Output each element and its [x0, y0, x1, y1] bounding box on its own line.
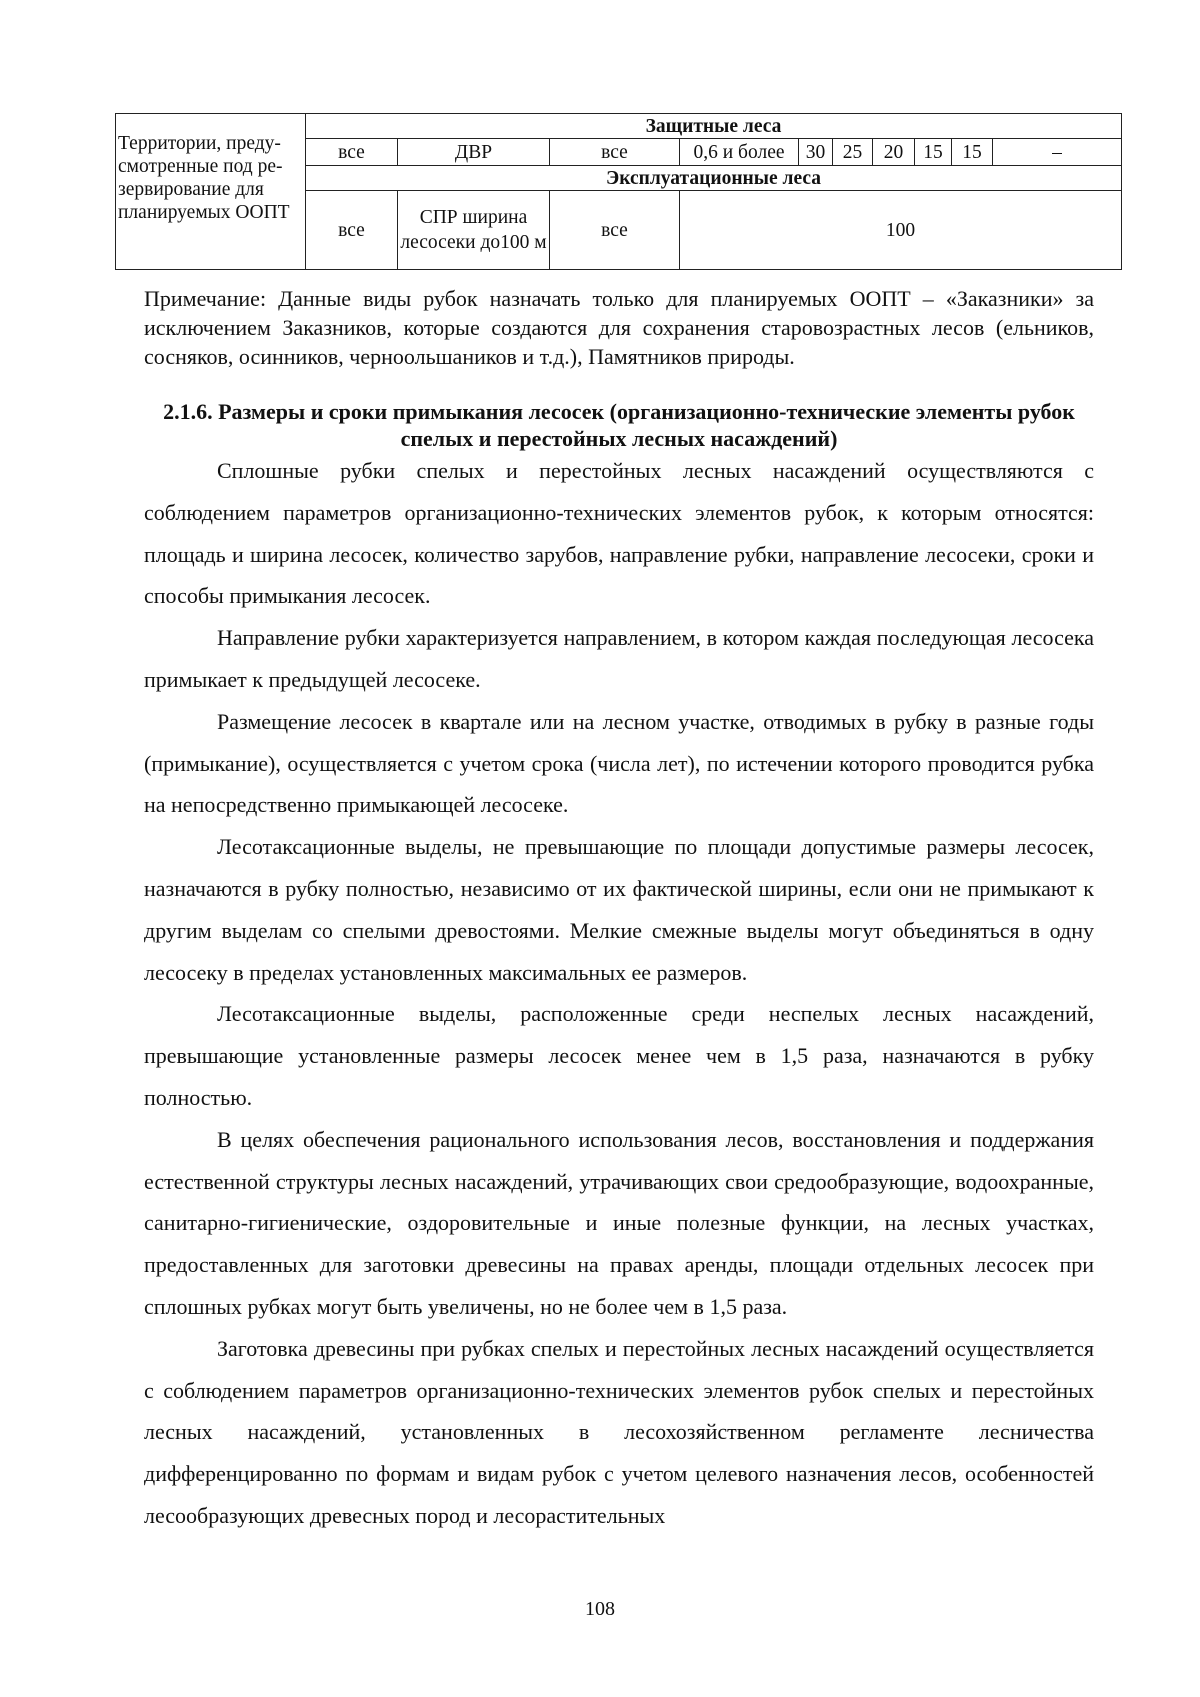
cell-exploitation-4: 100	[680, 191, 1122, 270]
page-number: 108	[585, 1598, 615, 1620]
cell-protective-5: 30	[799, 139, 833, 166]
cell-protective-4: 0,6 и более	[680, 139, 799, 166]
cell-protective-1: все	[306, 139, 398, 166]
cell-exploitation-3: все	[550, 191, 680, 270]
paragraph: Лесотаксационные выделы, расположенные среди неспелых лесных насаждений, превышающие установленные размеры лесосек менее чем в 1,5 раза, назначаются в рубку полностью.	[144, 1001, 1094, 1110]
regulation-table	[115, 113, 1122, 270]
section-protective-forests: Защитные леса	[306, 114, 1122, 139]
cell-protective-3: все	[550, 139, 680, 166]
body-text	[144, 450, 1094, 1537]
cell-exploitation-1: все	[306, 191, 398, 270]
cell-protective-8: 15	[915, 139, 952, 166]
paragraph: Направление рубки характеризуется направлением, в котором каждая последующая лесосека примыкает к предыдущей лесосеке.	[144, 625, 1094, 692]
cell-protective-9: 15	[952, 139, 993, 166]
section-heading: 2.1.6. Размеры и сроки примыкания лесосек (организационно-технические элементы рубок спелых и перестойных лесных насаждений)	[163, 399, 1075, 451]
cell-exploitation-2: СПР ширина лесосеки до100 м	[398, 191, 550, 270]
row-header-territories: Территории, преду-смотренные под ре-зервирование для планируемых ООПТ	[116, 114, 306, 270]
section-exploitation-forests: Эксплуатационные леса	[306, 166, 1122, 191]
cell-protective-7: 20	[873, 139, 915, 166]
paragraph: Сплошные рубки спелых и перестойных лесных насаждений осуществляются с соблюдением параметров организационно-технических элементов рубок, к которым относятся: площадь и ширина лесосек, количество зарубов, направление рубки, направление лесосеки, сроки и способы примыкания лесосек.	[144, 458, 1094, 609]
paragraph: Размещение лесосек в квартале или на лесном участке, отводимых в рубку в разные годы (примыкание), осуществляется с учетом срока (числа лет), по истечении которого проводится рубка на непосредственно примыкающей лесосеке.	[144, 708, 1094, 818]
cell-protective-10: –	[993, 139, 1122, 166]
cell-protective-6: 25	[833, 139, 873, 166]
paragraph: Лесотаксационные выделы, не превышающие по площади допустимые размеры лесосек, назначаются в рубку полностью, независимо от их фактической ширины, если они не примыкают к другим выделам со спелыми древостоями. Мелкие смежные выделы могут объединяться в одну лесосеку в пределах установленных максимальных ее размеров.	[144, 834, 1094, 985]
paragraph: Заготовка древесины при рубках спелых и перестойных лесных насаждений осуществляется с соблюдением параметров организационно-технических элементов рубок спелых и перестойных лесных насаждений, установленных в лесохозяйственном регламенте лесничества дифференцированно по формам и видам рубок с учетом целевого назначения лесов, особенностей лесообразующих древесных пород и лесорастительных	[144, 1335, 1094, 1528]
paragraph: В целях обеспечения рационального использования лесов, восстановления и поддержания естественной структуры лесных насаждений, утрачивающих свои средообразующие, водоохранные, санитарно-гигиенические, оздоровительные и иные полезные функции, на лесных участках, предоставленных для заготовки древесины на правах аренды, площади отдельных лесосек при сплошных рубках могут быть увеличены, но не более чем в 1,5 раза.	[144, 1126, 1094, 1319]
cell-protective-2: ДВР	[398, 139, 550, 166]
table-note: Примечание: Данные виды рубок назначать только для планируемых ООПТ – «Заказники» за исключением Заказников, которые создаются для сохранения старовозрастных лесов (ельников, сосняков, осинников, черноольшаников и т.д.), Памятников природы.	[144, 286, 1094, 369]
